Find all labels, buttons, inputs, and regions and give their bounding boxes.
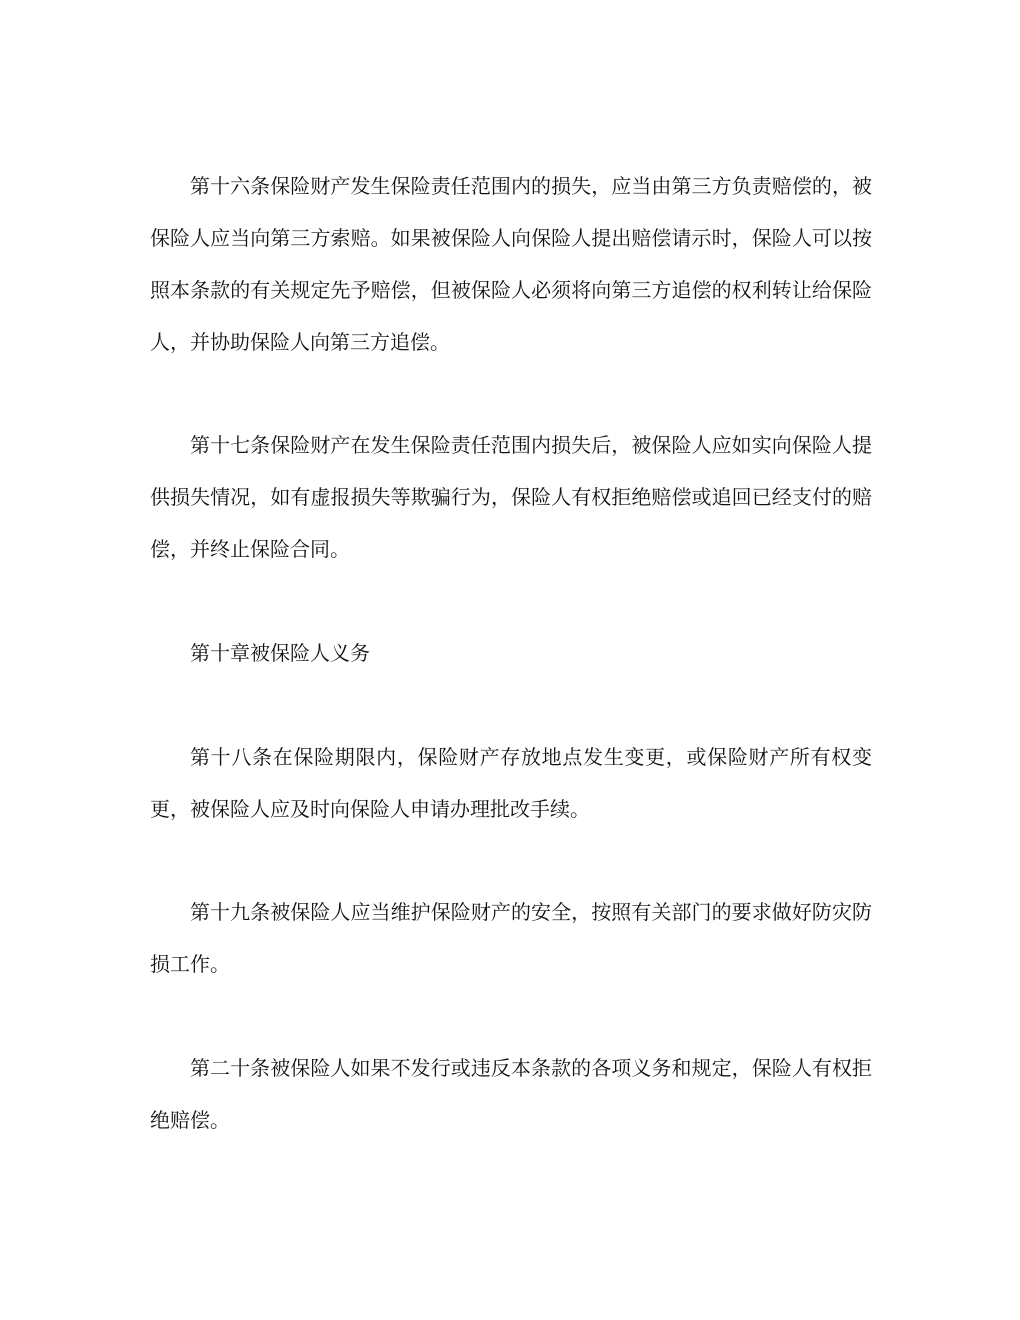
article-19-text: 第十九条被保险人应当维护保险财产的安全，按照有关部门的要求做好防灾防损工作。 — [150, 900, 872, 976]
article-18 — [150, 731, 872, 835]
chapter-10-text: 第十章被保险人义务 — [190, 641, 370, 665]
article-16-text: 第十六条保险财产发生保险责任范围内的损失，应当由第三方负责赔偿的，被保险人应当向第三方索赔。如果被保险人向保险人提出赔偿请示时，保险人可以按照本条款的有关规定先予赔偿，但被保险人必须将向第三方追偿的权利转让给保险人，并协助保险人向第三方追偿。 — [150, 174, 872, 354]
article-19 — [150, 886, 872, 990]
article-18-text: 第十八条在保险期限内，保险财产存放地点发生变更，或保险财产所有权变更，被保险人应及时向保险人申请办理批改手续。 — [150, 745, 872, 821]
article-16 — [150, 160, 872, 368]
article-17 — [150, 419, 872, 575]
article-20 — [150, 1042, 872, 1146]
chapter-10-heading — [150, 627, 872, 679]
article-20-text: 第二十条被保险人如果不发行或违反本条款的各项义务和规定，保险人有权拒绝赔偿。 — [150, 1056, 872, 1132]
article-17-text: 第十七条保险财产在发生保险责任范围内损失后，被保险人应如实向保险人提供损失情况，如有虚报损失等欺骗行为，保险人有权拒绝赔偿或追回已经支付的赔偿，并终止保险合同。 — [150, 433, 872, 561]
